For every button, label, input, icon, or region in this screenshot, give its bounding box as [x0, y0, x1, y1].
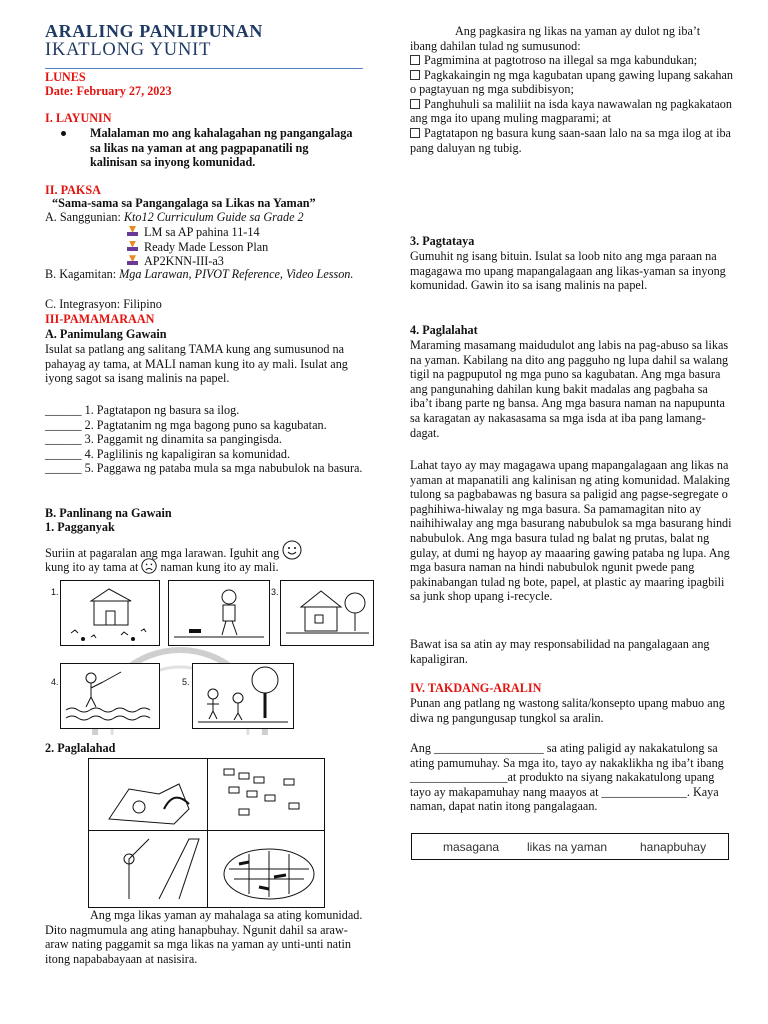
cause-item: o pagtayuan ng mga subdibisyon; [410, 82, 574, 97]
picture-house-trash [60, 580, 160, 646]
kagamitan-value: Mga Larawan, PIVOT Reference, Video Lesson. [119, 267, 354, 281]
tama-mali-item: ______ 2. Pagtatanim ng mga bagong puno sa kagubatan. [45, 417, 327, 432]
sad-face-icon [141, 558, 157, 574]
reference-item: AP2KNN-III-a3 [127, 254, 268, 269]
checkbox-icon [410, 70, 420, 80]
paksa-heading: II. PAKSA [45, 183, 101, 197]
arrow-bullet-icon [127, 255, 138, 266]
cause-item: Pagmimina at pagtotroso na illegal sa mga kabundukan; [410, 53, 735, 68]
tama-mali-item: ______ 5. Paggawa ng pataba mula sa mga nabubulok na basura. [45, 461, 363, 476]
sanggunian-value: Kto12 Curriculum Guide sa Grade 2 [123, 210, 304, 224]
paglalahad-heading: 2. Paglalahad [45, 741, 116, 755]
pagganyak-text: kung ito ay tama at [45, 560, 139, 574]
word-choice: likas na yaman [527, 840, 608, 854]
paglalahad-text: Ang mga likas yaman ay mahalaga sa ating komunidad. Dito nagmumula ang ating hanapbuhay. Ngunit dahil sa araw-araw nating paggamit sa mga likas na yaman ay unti-unti natin itong napababayaan at nasisira. [45, 908, 363, 966]
day-label: LUNES [45, 70, 86, 84]
takdang-instructions: Punan ang patlang ng wastong salita/konsepto upang mabuo ang diwa ng pangungusap tungkol sa aralin. [410, 696, 725, 725]
tama-mali-item: ______ 4. Paglilinis ng kapaligiran sa komunidad. [45, 446, 291, 461]
paglalahad-pictures [88, 758, 325, 908]
causes-list [410, 53, 735, 155]
reference-list [127, 225, 268, 269]
pagganyak-pictures [50, 575, 375, 735]
word-choice: masagana [443, 840, 500, 854]
panimulang-instructions: Isulat sa patlang ang salitang TAMA kung ang sumusunod na pahayag ay tama, at MALI naman kung ito ay mali. Isulat ang iyong sagot sa isang malinis na papel. [45, 342, 348, 386]
integrasyon: C. Integrasyon: Filipino [45, 297, 162, 311]
pagkasira-intro: Ang pagkasira ng likas na yaman ay dulot ng iba’t ibang dahilan tulad ng sumusunod: [410, 24, 701, 53]
panimulang-heading: A. Panimulang Gawain [45, 327, 167, 341]
word-choice: hanapbuhay [640, 840, 707, 854]
reference-item: LM sa AP pahina 11-14 [127, 225, 268, 240]
picture-house-trees [280, 580, 374, 646]
smiley-face-icon [282, 540, 302, 560]
arrow-bullet-icon [127, 241, 138, 252]
word-choices-box [411, 833, 729, 860]
cause-item: pang daluyan ng tubig. [410, 140, 522, 155]
picture-children-tree [192, 663, 294, 729]
checkbox-icon [410, 99, 420, 109]
layunin-item: Malalaman mo ang kahalagahan ng pangangalaga sa likas na yaman at ang pagpapanatili ng kalinisan sa inyong komunidad. [90, 126, 353, 170]
cause-item: Panghuhuli sa maliliit na isda kaya nawawalan ng pagkakataon [410, 97, 735, 112]
tama-mali-item: ______ 3. Paggamit ng dinamita sa pangingisda. [45, 432, 282, 447]
picture-number: 1. [51, 587, 59, 597]
checkbox-icon [410, 55, 420, 65]
picture-fishing-water [60, 663, 160, 729]
cause-item: Pagtatapon ng basura kung saan-saan lalo na sa mga ilog at iba [410, 126, 735, 141]
takdang-heading: IV. TAKDANG-ARALIN [410, 681, 542, 695]
document-subtitle: IKATLONG YUNIT [45, 40, 212, 60]
kagamitan [45, 267, 355, 282]
picture-number: 4. [51, 677, 59, 687]
pamamaraan-heading: III-PAMAMARAAN [45, 312, 155, 326]
paksa-title: “Sama-sama sa Pangangalaga sa Likas na Yaman” [52, 196, 316, 210]
pagganyak-heading: 1. Pagganyak [45, 520, 115, 534]
picture-number: 3. [271, 587, 279, 597]
cause-item: Pagkakaingin ng mga kagubatan upang gawing lupang sakahan [410, 68, 735, 83]
paglalahat-p3: Bawat isa sa atin ay may responsabilidad na pangalagaan ang kapaligiran. [410, 637, 710, 666]
paglalahat-heading: 4. Paglalahat [410, 323, 478, 337]
title-underline [45, 68, 363, 69]
layunin-list [45, 126, 355, 170]
pagganyak-text: Suriin at pagaralan ang mga larawan. Iguhit ang [45, 546, 280, 560]
document-title: ARALING PANLIPUNAN [45, 21, 263, 41]
pagtataya-text: Gumuhit ng isang bituin. Isulat sa loob nito ang mga paraan na magagawa mo upang mapangalagaan ang likas-yaman sa inyong komunidad. Gawin ito sa isang malinis na papel. [410, 249, 726, 293]
pagganyak-text: naman kung ito ay mali. [160, 560, 279, 574]
sanggunian [45, 210, 375, 225]
panlinang-heading: B. Panlinang na Gawain [45, 506, 172, 520]
pagtataya-heading: 3. Pagtataya [410, 234, 475, 248]
paglalahat-p2: Lahat tayo ay may magagawa upang mapangalagaan ang likas na yaman at mapanatili ang kalinisan ng ating komunidad. Malaking tulong sa pagbabawas ng basura sa paligid ang pagse-segregate o paghihiwa-hiwalay ng mga basura. Sa pamamagitan nito ay naihihiwalay ang mga basurang nabubulok sa mga basurang hindi nabubulok. Ang mga basura tulad ng balat ng prutas, balat ng gulay, at dumi ng hayop ay maaaring gawing pataba ng lupa. Ang mga basura naman na hindi nabubulok ngunit pwede pang pakinabangan tulad ng bote, papel, at plastic ay maaring ipagbili sa junk shop upang i-recycle. [410, 458, 732, 604]
picture-boy-walking [168, 580, 270, 646]
checkbox-icon [410, 128, 420, 138]
date-label: Date: February 27, 2023 [45, 84, 172, 98]
reference-item: Ready Made Lesson Plan [127, 240, 268, 255]
bullet [61, 131, 66, 136]
paglalahat-p1: Maraming masamang maidudulot ang labis na pag-abuso sa likas na yaman. Kabilang na dito ang pagguho ng lupa dahil sa walang tigil na pagpuputol ng mga puno sa kagubatan. Ang mga basura ang pangunahing dahilan kung bakit madalas ang pagbaha sa iba’t ibang parte ng bansa. Ang mga basura naman na napupunta sa karagatan ay nakasasama sa mga isda at iba pang lamang-dagat. [410, 338, 729, 440]
pagganyak-line2 [45, 558, 375, 575]
takdang-text: Ang __________________ sa ating paligid ay nakakatulong sa ating pamumuhay. Sa mga ito, tayo ay nakaklikha ng iba’t ibang ________________at produkto na siyang nakakatulong upang tayo ay makapamuhay nang maayos at ______________. Kaya naman, dapat natin itong pangalagaan. [410, 741, 724, 814]
kagamitan-label: B. Kagamitan: [45, 267, 120, 281]
picture-number: 5. [182, 677, 190, 687]
tama-mali-item: ______ 1. Pagtatapon ng basura sa ilog. [45, 403, 240, 417]
layunin-heading: I. LAYUNIN [45, 111, 112, 125]
cause-item: ang mga ito upang muling magparami; at [410, 111, 612, 126]
environment-destruction-drawings [89, 759, 324, 907]
sanggunian-label: A. Sanggunian: [45, 210, 124, 224]
tama-mali-list [45, 403, 367, 476]
arrow-bullet-icon [127, 226, 138, 237]
